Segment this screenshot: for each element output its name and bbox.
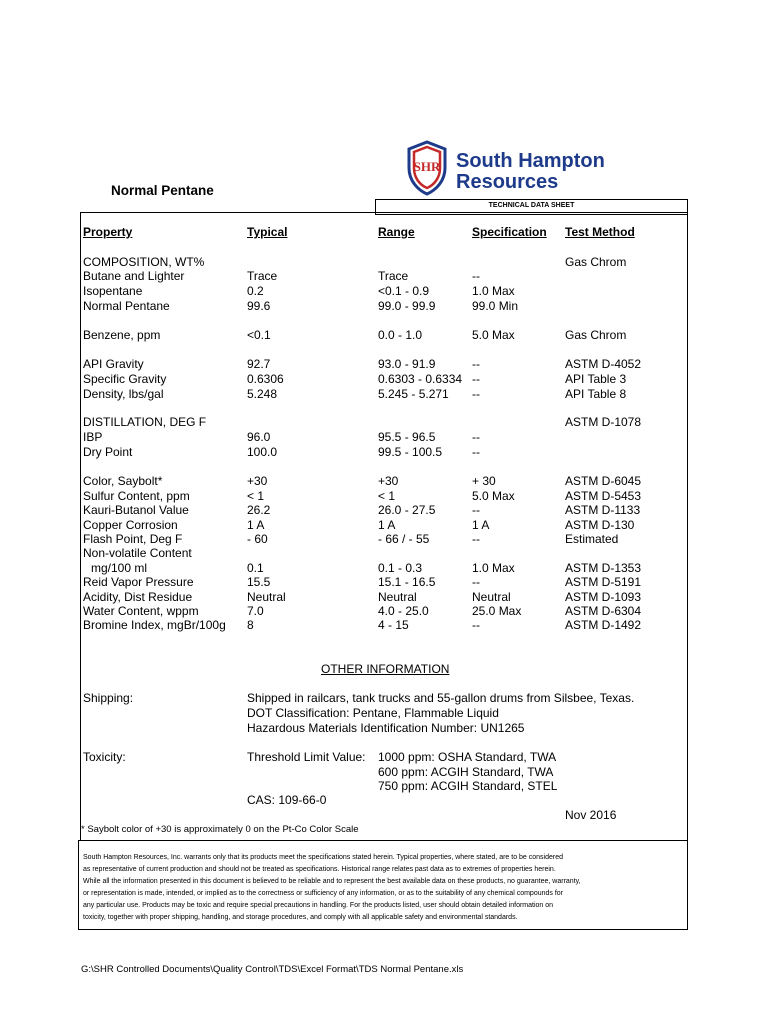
cell-range: 93.0 - 91.9 [378, 357, 436, 371]
cas-number: CAS: 109-66-0 [247, 793, 327, 807]
cell-typical: 1 A [247, 518, 265, 532]
revision-date: Nov 2016 [565, 808, 617, 822]
cell-test-method: ASTM D-1078 [565, 415, 642, 429]
cell-specification: -- [472, 445, 480, 459]
cell-property: DISTILLATION, DEG F [83, 415, 207, 429]
header-specification: Specification [472, 225, 547, 239]
cell-range: 0.1 - 0.3 [378, 561, 423, 575]
cell-test-method: ASTM D-130 [565, 518, 635, 532]
cell-property: Normal Pentane [83, 299, 170, 313]
cell-typical: 0.2 [247, 284, 264, 298]
disclaimer-line: While all the information presented in this document is believed to be reliable and to represent the best available data on these products, no guarantee, warranty, [83, 878, 581, 885]
cell-test-method: API Table 8 [565, 387, 627, 401]
cell-specification: -- [472, 387, 480, 401]
cell-property: Density, lbs/gal [83, 387, 164, 401]
company-logo [405, 140, 635, 198]
cell-range: 1 A [378, 518, 396, 532]
cell-specification: Neutral [472, 590, 511, 604]
cell-test-method: ASTM D-6045 [565, 474, 642, 488]
cell-typical: +30 [247, 474, 268, 488]
svg-text:SHR: SHR [413, 159, 441, 174]
cell-property: Butane and Lighter [83, 269, 185, 283]
cell-test-method: ASTM D-5453 [565, 489, 642, 503]
cell-property: Copper Corrosion [83, 518, 178, 532]
cell-typical: <0.1 [247, 328, 271, 342]
cell-test-method: ASTM D-5191 [565, 575, 642, 589]
header-property: Property [83, 225, 133, 239]
cell-test-method: API Table 3 [565, 372, 627, 386]
shipping-label: Shipping: [83, 691, 134, 705]
cell-range: 99.5 - 100.5 [378, 445, 443, 459]
cell-property: COMPOSITION, WT% [83, 255, 205, 269]
disclaimer-box [78, 840, 688, 930]
disclaimer-line: any particular use. Products may be toxic and require special precautions in handling. For the products listed, user should obtain detailed information on [83, 902, 554, 909]
tlv-label: Threshold Limit Value: [247, 750, 366, 764]
cell-property: Benzene, ppm [83, 328, 161, 342]
cell-property: Reid Vapor Pressure [83, 575, 194, 589]
cell-property: Color, Saybolt* [83, 474, 163, 488]
cell-range: 4 - 15 [378, 618, 409, 632]
cell-property: Acidity, Dist Residue [83, 590, 193, 604]
cell-typical: Trace [247, 269, 278, 283]
tlv-line: 600 ppm: ACGIH Standard, TWA [378, 765, 554, 779]
cell-specification: 99.0 Min [472, 299, 519, 313]
cell-range: < 1 [378, 489, 396, 503]
cell-test-method: ASTM D-1492 [565, 618, 642, 632]
cell-range: Neutral [378, 590, 417, 604]
cell-typical: - 60 [247, 532, 268, 546]
cell-property: Kauri-Butanol Value [83, 503, 189, 517]
cell-range: 0.6303 - 0.6334 [378, 372, 463, 386]
cell-property: Water Content, wppm [83, 604, 199, 618]
cell-range: +30 [378, 474, 399, 488]
disclaimer-line: toxicity, together with proper shipping, handling, and storage procedures, and comply with all applicable safety and environmental standards. [83, 914, 518, 921]
document-title: Normal Pentane [111, 183, 214, 198]
cell-range: - 66 / - 55 [378, 532, 430, 546]
cell-typical: 96.0 [247, 430, 271, 444]
cell-specification: 1.0 Max [472, 561, 515, 575]
cell-range: 0.0 - 1.0 [378, 328, 423, 342]
cell-property: Sulfur Content, ppm [83, 489, 190, 503]
cell-typical: 99.6 [247, 299, 271, 313]
cell-specification: -- [472, 503, 480, 517]
cell-property: mg/100 ml [91, 561, 148, 575]
cell-specification: -- [472, 618, 480, 632]
cell-specification: -- [472, 372, 480, 386]
cell-test-method: ASTM D-1133 [565, 503, 641, 517]
cell-typical: 92.7 [247, 357, 271, 371]
cell-typical: < 1 [247, 489, 265, 503]
cell-specification: -- [472, 575, 480, 589]
cell-range: 95.5 - 96.5 [378, 430, 436, 444]
cell-specification: -- [472, 532, 480, 546]
header-test-method: Test Method [565, 225, 635, 239]
saybolt-footnote: * Saybolt color of +30 is approximately 0 on the Pt-Co Color Scale [81, 824, 359, 835]
tlv-line: 1000 ppm: OSHA Standard, TWA [378, 750, 557, 764]
cell-typical: 26.2 [247, 503, 271, 517]
shipping-line: DOT Classification: Pentane, Flammable Liquid [247, 706, 499, 720]
cell-typical: 0.6306 [247, 372, 284, 386]
other-information-heading: OTHER INFORMATION [321, 662, 450, 676]
cell-specification: -- [472, 357, 480, 371]
cell-range: 5.245 - 5.271 [378, 387, 449, 401]
cell-typical: Neutral [247, 590, 286, 604]
cell-specification: -- [472, 430, 480, 444]
cell-property: Non-volatile Content [83, 546, 192, 560]
cell-specification: 1 A [472, 518, 490, 532]
cell-typical: 15.5 [247, 575, 271, 589]
shipping-line: Hazardous Materials Identification Number: UN1265 [247, 721, 525, 735]
cell-specification: -- [472, 269, 480, 283]
cell-typical: 5.248 [247, 387, 278, 401]
toxicity-label: Toxicity: [83, 750, 126, 764]
cell-test-method: Estimated [565, 532, 619, 546]
cell-range: <0.1 - 0.9 [378, 284, 430, 298]
cell-typical: 8 [247, 618, 254, 632]
cell-property: Bromine Index, mgBr/100g [83, 618, 226, 632]
logo-line-1: South Hampton [456, 150, 605, 172]
header-range: Range [378, 225, 415, 239]
cell-test-method: ASTM D-1353 [565, 561, 642, 575]
cell-typical: 100.0 [247, 445, 278, 459]
cell-range: 4.0 - 25.0 [378, 604, 429, 618]
logo-line-2: Resources [456, 171, 559, 193]
shipping-line: Shipped in railcars, tank trucks and 55-gallon drums from Silsbee, Texas. [247, 691, 635, 705]
disclaimer-line: as representative of current production and should not be treated as specifications. Historical range relates past data as to extremes of properties herein. [83, 866, 556, 873]
cell-range: 99.0 - 99.9 [378, 299, 436, 313]
cell-test-method: Gas Chrom [565, 255, 627, 269]
cell-property: Flash Point, Deg F [83, 532, 183, 546]
header-typical: Typical [247, 225, 288, 239]
shield-logo-icon [405, 140, 449, 196]
cell-test-method: ASTM D-6304 [565, 604, 642, 618]
cell-range: 15.1 - 16.5 [378, 575, 436, 589]
cell-property: IBP [83, 430, 103, 444]
cell-specification: 5.0 Max [472, 489, 515, 503]
file-path: G:\SHR Controlled Documents\Quality Control\TDS\Excel Format\TDS Normal Pentane.xls [81, 964, 464, 975]
tlv-line: 750 ppm: ACGIH Standard, STEL [378, 779, 558, 793]
cell-test-method: ASTM D-1093 [565, 590, 642, 604]
cell-property: API Gravity [83, 357, 144, 371]
cell-test-method: ASTM D-4052 [565, 357, 642, 371]
technical-data-sheet-label: TECHNICAL DATA SHEET [488, 202, 575, 209]
cell-property: Isopentane [83, 284, 143, 298]
cell-range: 26.0 - 27.5 [378, 503, 436, 517]
cell-specification: + 30 [472, 474, 496, 488]
disclaimer-line: or representation is made, intended, or implied as to the correctness or sufficiency of any information, or as to the suitability of any chemical compounds for [83, 890, 564, 897]
cell-range: Trace [378, 269, 409, 283]
cell-specification: 25.0 Max [472, 604, 522, 618]
cell-property: Specific Gravity [83, 372, 167, 386]
cell-property: Dry Point [83, 445, 133, 459]
cell-specification: 1.0 Max [472, 284, 515, 298]
cell-test-method: Gas Chrom [565, 328, 627, 342]
cell-typical: 0.1 [247, 561, 264, 575]
cell-specification: 5.0 Max [472, 328, 515, 342]
disclaimer-line: South Hampton Resources, Inc. warrants only that its products meet the specifications stated herein. Typical properties, where stated, are to be considered [83, 854, 564, 861]
cell-typical: 7.0 [247, 604, 264, 618]
